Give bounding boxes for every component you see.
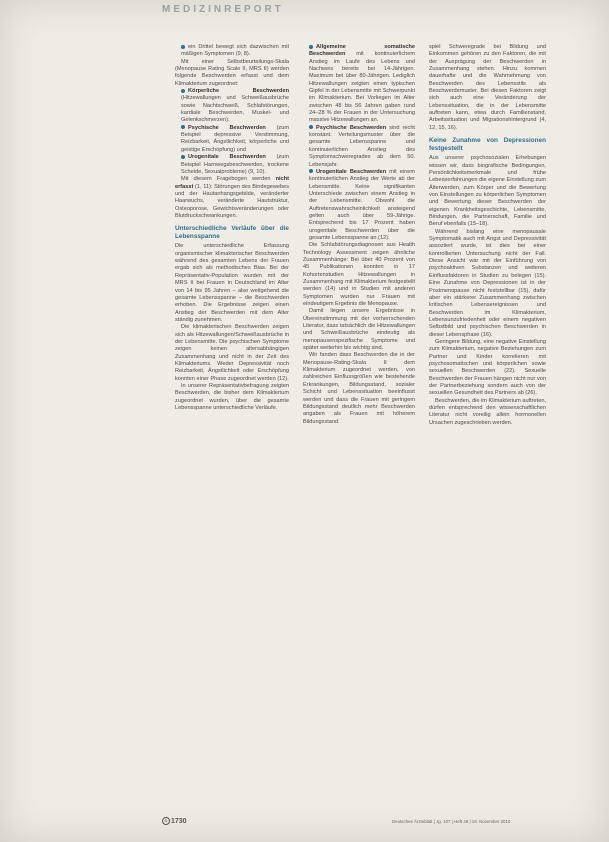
bullet-icon <box>181 125 185 129</box>
paragraph: Die klimakterischen Beschwerden zeigen sich als Hitzewallungen/Schweißausbrüche in der Lebensmitte. Die psychischen Symptome zeigen keinen altersabhängigen Zusammenhang und nicht in der Zeit des Klimakteriums. Weder Depressivität noch Reizbarkeit, Ängstlichkeit oder Erschöpfung konnten einer Phase zugeordnet werden (12). <box>175 324 289 382</box>
bullet-icon <box>309 125 313 129</box>
journal-citation: Deutsches Ärzteblatt | Jg. 107 | Heft 46 | 19. November 2010 <box>392 819 511 824</box>
paragraph: Mit diesem Fragebogen werden nicht erfasst (1, 11): Störungen des Bindegewebes und der Hautanhangsgebilde, veränderter Haarwuchs, veränderte Hautstruktur, Osteoporose, Gewichtsveränderungen oder Blutdruckschwankungen. <box>175 176 289 219</box>
bullet-icon <box>309 45 313 49</box>
paragraph: Mit einer Selbstbeurteilungs-Skala (Menopause Rating Scale II, MRS II) werden folgende Beschwerden erfasst und dem Klimakterium zugeordnet: <box>175 58 289 87</box>
subheading: Unterschiedliche Verläufe über die Lebensspanne <box>175 225 289 240</box>
paragraph: Die unterschiedliche Erfassung organismischer klimakterischer Beschwerden während des gesamten Lebens der Frauen ergab sich als methodisches Bias. Bei der Repräsentativ-Population wurden mit der MRS II bei Frauen in Deutschland im Alter von 14 bis 95 Jahren – also weitgehend die gesamte Lebensspanne – die Beschwerden erhoben. Die Ergebnisse zeigen einen Anstieg der Beschwerden mit dem Alter ständig zunehmen. <box>175 243 289 323</box>
bullet-paragraph: ein Drittel bewegt sich dazwischen mit mäßigen Symptomen (9, 8). <box>181 44 289 58</box>
bullet-icon <box>181 89 185 93</box>
paragraph: Geringere Bildung, eine negative Einstellung zum Klimakterium, negative Beziehungen zum Partner und Kinder korrelieren mit psychosomatischen und körperlichen sowie sexuellen Beschwerden (22). Sexuelle Beschwerden der Frauen hängen nicht nur von der Partnerbeziehung sondern auch von der sexuellen Gesundheit des Partners ab (26). <box>429 338 546 397</box>
paragraph: Aus unserer psychosozialen Erhebungen wissen wir, dass biografische Bedingungen, Persönlichkeitsmerkmale und frühe Lebenserfahrungen die eigene Einstellung zum Älterwerden, zum Körper und die Bewertung von Einstellungen zu körperlichen Symptomen und Bewertung dieser Beschwerden der eigenen Krankheitsgeschichte, Lebensmitte, Bindungen, die Partnerschaft, Familie und Beruf ebenfalls (15–18). <box>429 155 546 228</box>
paragraph: Damit liegen unsere Ergebnisse in Übereinstimmung mit der vorherrschenden Literatur, dass tatsächlich die Hitzewallungen und Schweißausbrüche eindeutig als menopausenspezifische Symptome und später weiterhin bis wichtig sind. <box>303 308 415 352</box>
paragraph: spiel Schweregrade bei Bildung und Einkommen gehören zu den Faktoren, die mit der Ausprägung der Beschwerden in Zusammenhang stehen. Hinzu kommen dauerhafte und die Wahrnehmung von Beschwerden des Lebensstils als Beschwerdemuster. Bei diesen Faktoren zeigt sich auch eine Veränderung der Lebenssituation, die in der Lebensmitte auftreten kann, etwa durch Familienstand, Arbeitssituation und Migrationshintergrund (4, 12, 15, 16). <box>429 44 546 131</box>
bullet-paragraph: Allgemeine somatische Beschwerden mit kontinuierlichem Anstieg im Laufe des Lebens und Nachweis bereits bei 14-Jährigen. Maximum bei über 80-Jährigen. Lediglich Hitzewallungen zeigten einen typischen Gipfel in der Lebensmitte mit Schwerpunkt im Klimakterium. Bei Vorliegen im Alter zwischen 48 bis 56 Jahren gaben rund 24–28 % der Frauen in der Untersuchung massive Hitzewallungen an. <box>309 44 415 124</box>
section-header: MEDIZINREPORT <box>162 4 284 15</box>
bullet-paragraph: Körperliche Beschwerden (Hitzewallungen und Schweißausbrüche sowie Nachtschweiß, Schlafstörungen, kardiale Beschwerden, Muskel- und Gelenkschmerzen). <box>181 88 289 124</box>
column-1 <box>175 44 289 412</box>
page-number: C 1730 <box>162 817 187 825</box>
bullet-icon <box>181 155 185 159</box>
paragraph: Die Schlafstörungsdiagnosen aus Health Technology Assessment zeigen ähnliche Zusammenhänge: Bei über 40 Prozent von 45 Publikationen konnten in 17 Kohortenstudien Hitzewallungen in Zusammenhang mit Klimakterium festgestellt werden (14) und in Studien mit anderen Symptomen wurden nur Frauen mit eindeutigem Ergebnis die Menopause. <box>303 242 415 308</box>
subheading: Keine Zunahme von Depressionen festgestellt <box>429 137 546 152</box>
paragraph: Während bislang eine menopausale Symptomatik auch mit Angst und Depressivität assoziiert wurde, ist dies bei einer kontrollierten Untersuchung nicht der Fall. Diese Ansicht war mit der Einführung von psychoaktiven Substanzen und weiteren Einflussfaktoren in Studien zu belegen (15). Eine Zunahme von Depressionen ist in der Postmenopause nicht feststellbar (15), dafür aber ein stärkerer Zusammenhang zwischen kritischen Lebensereignissen und Beschwerden im Klimakterium, Lebensunzufriedenheit oder einem negativen Selbstbild und psychischen Beschwerden in dieser Lebensphase (16). <box>429 228 546 338</box>
copyright-icon: C <box>162 817 170 825</box>
bullet-paragraph: Urogenitale Beschwerden (zum Beispiel Harnwegsbeschwerden, trockene Scheide, Sexualprobleme) (9, 10). <box>181 154 289 175</box>
bullet-icon <box>181 45 185 49</box>
bullet-icon <box>309 169 313 173</box>
bullet-paragraph: Psychische Beschwerden (zum Beispiel depressive Verstimmung, Reizbarkeit, Ängstlichkeit, körperliche und geistige Erschöpfung) und <box>181 124 289 153</box>
bullet-paragraph: Urogenitale Beschwerden mit einem kontinuierlichen Anstieg der Werte ab der Lebensmitte. Keine signifikanten Unterschiede zwischen einem Anstieg in der Lebensmitte. Obwohl die Auftretenswahrscheinlichkeit ansteigend gelten auch über 59-Jährige. Entsprechend bis 17 Prozent haben urogenitale Beschwerden über die gesamte Lebensspanne an (12). <box>309 168 416 241</box>
paragraph: Wir fanden dass Beschwerden die in der Menopause-Rating-Skala II dem Klimakterium zugeordnet werden, von zahlreichen Einflussgrößen wie bestehende Erkrankungen, Bildungsstand, sozialer Schicht und Lebenssituation beeinflusst werden und dass die Frauen mit geringem Bildungsstand deutlich mehr Beschwerden angaben als Frauen mit höherem Bildungsstand. <box>303 352 415 425</box>
column-2 <box>303 44 415 426</box>
paragraph: In unserer Repräsentativbefragung zeigten Beschwerden, die bisher dem Klimakterium zugeordnet wurden, über die gesamte Lebensspanne unterschiedliche Verläufe. <box>175 382 289 411</box>
column-3 <box>429 44 546 427</box>
bullet-paragraph: Psychische Beschwerden sind recht konstant. Verteilungsmuster über die gesamte Lebensspanne und kontinuierlichen Anstieg des Symptomschweregrades ab dem 50. Lebensjahr. <box>309 124 415 168</box>
paragraph: Beschwerden, die im Klimakterium auftreten, dürfen entsprechend den wissenschaftlichen Literatur nicht voreilig allein hormonellen Ursachen zugeschrieben werden. <box>429 397 546 426</box>
